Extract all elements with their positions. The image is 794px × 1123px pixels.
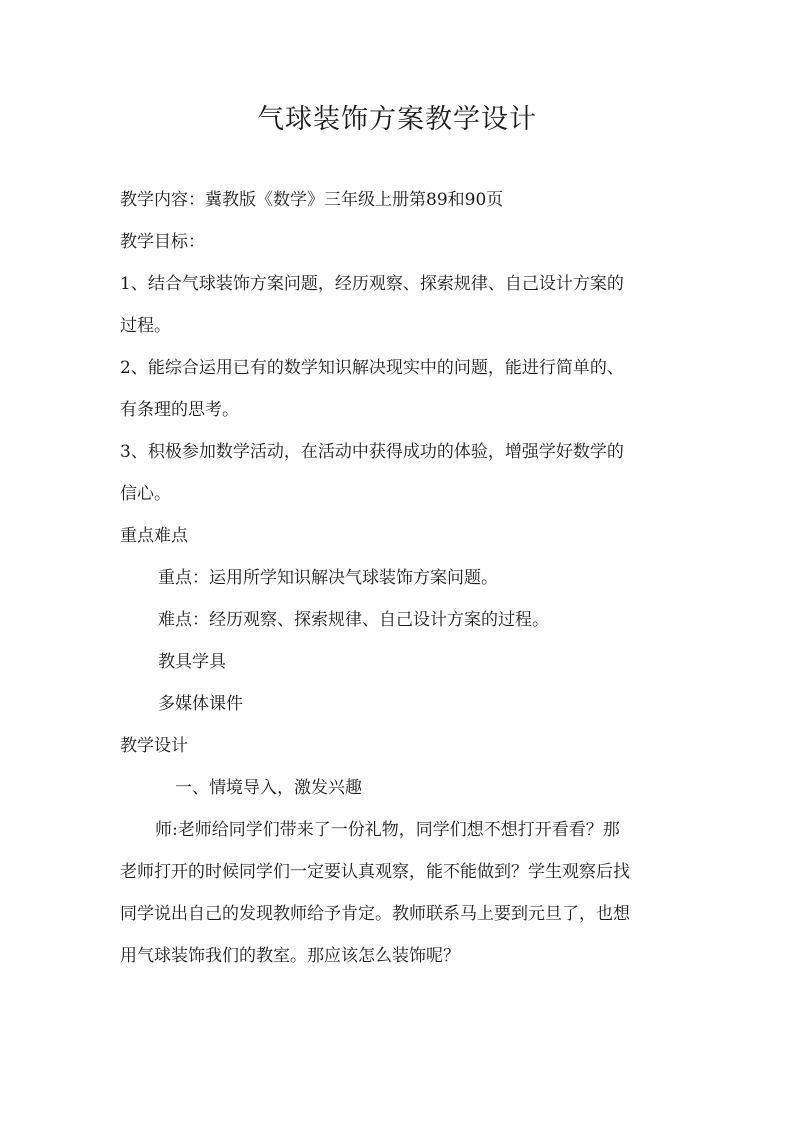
section-1-heading: 一、情境导入，激发兴趣: [175, 778, 362, 798]
goal-1-line-1: 1、结合气球装饰方案问题，经历观察、探索规律、自己设计方案的: [120, 274, 624, 294]
section-1-para-line-2: 老师打开的时候同学们一定要认真观察，能不能做到？学生观察后找: [120, 862, 630, 882]
teaching-aids-line: 多媒体课件: [158, 694, 243, 714]
teaching-content-line: 教学内容：冀教版《数学》三年级上册第89和90页: [120, 190, 504, 210]
teaching-goals-heading: 教学目标：: [120, 232, 205, 252]
section-1-para-line-3: 同学说出自己的发现教师给予肯定。教师联系马上要到元旦了，也想: [120, 904, 630, 924]
goal-2-line-1: 2、能综合运用已有的数学知识解决现实中的问题，能进行简单的、: [120, 358, 624, 378]
goal-3-line-2: 信心。: [120, 484, 171, 504]
teaching-design-heading: 教学设计: [120, 736, 188, 756]
goal-2-line-2: 有条理的思考。: [120, 400, 239, 420]
goal-1-line-2: 过程。: [120, 316, 171, 336]
key-difficult-heading: 重点难点: [120, 526, 188, 546]
teaching-aids-heading: 教具学具: [158, 652, 226, 672]
document-title: 气球装饰方案教学设计: [257, 104, 537, 135]
section-1-para-line-1: 师:老师给同学们带来了一份礼物，同学们想不想打开看看？那: [155, 820, 620, 840]
goal-3-line-1: 3、积极参加数学活动，在活动中获得成功的体验，增强学好数学的: [120, 442, 624, 462]
difficult-point-line: 难点：经历观察、探索规律、自己设计方案的过程。: [158, 610, 549, 630]
section-1-para-line-4: 用气球装饰我们的教室。那应该怎么装饰呢？: [120, 946, 460, 966]
key-point-line: 重点：运用所学知识解决气球装饰方案问题。: [158, 568, 498, 588]
